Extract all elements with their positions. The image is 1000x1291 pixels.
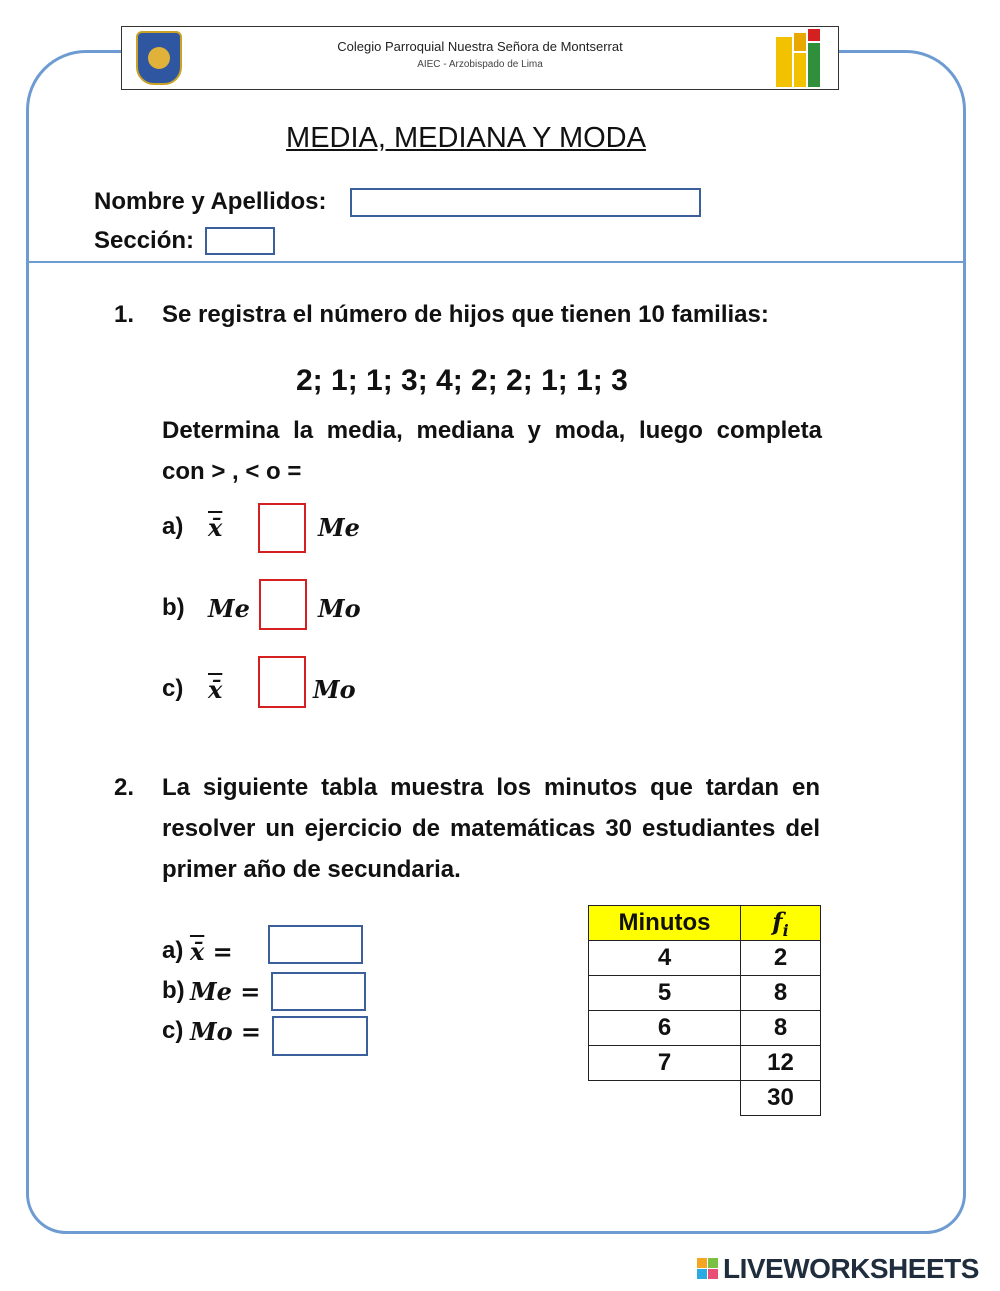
name-label: Nombre y Apellidos: <box>94 188 327 215</box>
question-1-data: 2; 1; 1; 3; 4; 2; 2; 1; 1; 3 <box>296 364 628 397</box>
table-cell: 7 <box>589 1046 741 1081</box>
table-cell: 8 <box>741 1011 821 1046</box>
answer-b-symbol: Me = <box>190 977 261 1006</box>
table-cell: 6 <box>589 1011 741 1046</box>
table-cell: 4 <box>589 941 741 976</box>
median-answer-input[interactable] <box>271 972 366 1011</box>
name-input[interactable] <box>350 188 701 217</box>
option-b-answer-box[interactable] <box>259 579 307 630</box>
option-b-left: Me <box>208 594 250 623</box>
option-a-left: x̄ <box>208 513 223 542</box>
answer-c-symbol: Mo = <box>190 1017 262 1046</box>
page-frame-bottom <box>26 262 966 1234</box>
table-row <box>589 976 821 1011</box>
school-subtitle: AIEC - Arzobispado de Lima <box>417 59 543 70</box>
table-cell: 12 <box>741 1046 821 1081</box>
option-c-letter: c) <box>162 675 184 702</box>
table-total-row <box>589 1081 821 1116</box>
table-empty-cell <box>589 1081 741 1116</box>
liveworksheets-brand <box>697 1254 979 1284</box>
liveworksheets-logo-icon <box>697 1258 719 1280</box>
question-1-instruction: Determina la media, mediana y moda, luego completa con > , < o = <box>162 417 822 485</box>
table-cell: 8 <box>741 976 821 1011</box>
answer-b-letter: b) <box>162 977 185 1004</box>
option-b-right: Mo <box>318 594 361 623</box>
option-c-right: Mo <box>313 675 356 704</box>
mean-answer-input[interactable] <box>268 925 363 964</box>
school-logo-icon <box>772 27 824 91</box>
answer-a-letter: a) <box>162 937 184 964</box>
header-divider <box>26 261 966 263</box>
table-header-row <box>589 906 821 941</box>
table-header-minutes: Minutos <box>589 906 741 941</box>
table-cell: 5 <box>589 976 741 1011</box>
option-b-letter: b) <box>162 594 185 621</box>
question-2-prompt: La siguiente tabla muestra los minutos que tardan en resolver un ejercicio de matemáticas 30 estudiantes del primer año de secundaria. <box>162 774 820 883</box>
table-total-cell: 30 <box>741 1081 821 1116</box>
school-header <box>121 26 839 90</box>
question-1-number: 1. <box>114 301 135 328</box>
table-row <box>589 1046 821 1081</box>
liveworksheets-text: LIVEWORKSHEETS <box>723 1253 979 1284</box>
option-a-right: Me <box>318 513 360 542</box>
answer-c-letter: c) <box>162 1017 184 1044</box>
question-2-number: 2. <box>114 774 135 801</box>
answer-a-symbol: x̄ = <box>190 937 233 966</box>
mode-answer-input[interactable] <box>272 1016 368 1056</box>
table-row <box>589 941 821 976</box>
question-1-prompt: Se registra el número de hijos que tienen 10 familias: <box>162 301 769 328</box>
section-label: Sección: <box>94 227 195 254</box>
option-a-letter: a) <box>162 513 184 540</box>
section-input[interactable] <box>205 227 275 255</box>
option-c-left: x̄ <box>208 675 223 704</box>
worksheet-title: MEDIA, MEDIANA Y MODA <box>286 122 646 154</box>
table-header-frequency: $f_i$ <box>741 906 821 941</box>
table-row <box>589 1011 821 1046</box>
option-a-answer-box[interactable] <box>258 503 306 553</box>
frequency-table <box>588 905 821 1116</box>
option-c-answer-box[interactable] <box>258 656 306 708</box>
school-name: Colegio Parroquial Nuestra Señora de Montserrat <box>337 39 623 54</box>
table-cell: 2 <box>741 941 821 976</box>
